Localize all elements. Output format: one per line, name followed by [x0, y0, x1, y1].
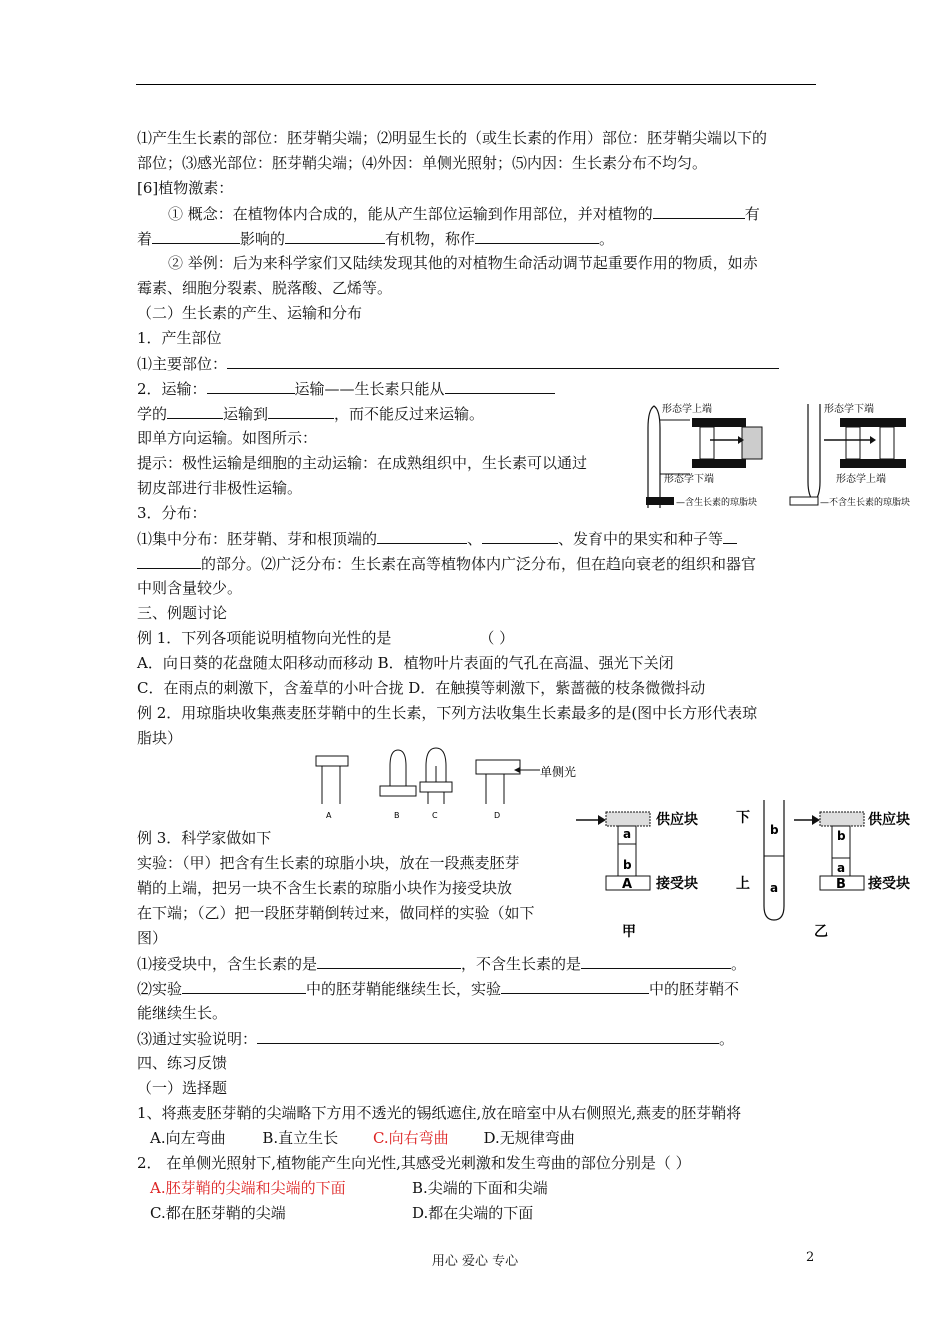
text-line: 中则含量较少。	[137, 579, 243, 597]
text: 运输——生长素只能从	[294, 380, 445, 398]
answer-line-3	[137, 1028, 734, 1049]
blank	[501, 978, 649, 994]
transport-line	[137, 378, 555, 399]
blank	[317, 953, 461, 969]
text: 、	[467, 530, 483, 548]
text: 学的	[137, 405, 168, 423]
text: 中的胚芽鞘不	[649, 980, 740, 998]
receive-label: 接受块	[656, 876, 698, 892]
blank	[482, 528, 558, 544]
text-line: 霉素、细胞分裂素、脱落酸、乙烯等。	[137, 279, 393, 297]
text-line: [6]植物激素：	[137, 179, 234, 197]
segment-b: b	[837, 829, 846, 843]
text-line: 能继续生长。	[137, 1004, 228, 1022]
agar-block	[476, 760, 520, 774]
bottom-label: 形态学下端	[664, 474, 714, 485]
supply-block	[820, 812, 864, 826]
text-line: 1．产生部位	[137, 329, 222, 347]
header-rule	[136, 84, 816, 85]
up-label: 上	[736, 876, 750, 892]
label-a: A	[326, 811, 332, 820]
text-line: ② 举例：后为来科学家们又陆续发现其他的对植物生命活动调节起重要作用的物质，如赤	[168, 254, 758, 272]
block-label-b: B	[836, 877, 846, 892]
text: 运输到	[223, 405, 269, 423]
coleoptile-segment	[846, 427, 860, 459]
answer-line-2	[137, 978, 739, 999]
text-line: 提示：极性运输是细胞的主动运输：在成熟组织中，生长素可以通过	[137, 454, 588, 472]
section-heading: （二）生长素的产生、运输和分布	[137, 304, 363, 322]
tube-b: b	[770, 823, 779, 837]
distribution-line	[137, 528, 737, 549]
coleoptile-segment-dotted	[742, 427, 762, 459]
question-1	[137, 628, 514, 648]
option-d-figure	[476, 760, 576, 820]
main-site-line	[137, 353, 779, 374]
page-number: 2	[806, 1250, 815, 1265]
arrow-head	[598, 815, 606, 825]
agar-block	[692, 459, 746, 468]
legend-swatch-empty	[790, 497, 818, 505]
text-line: 即单方向运输。如图所示：	[137, 429, 318, 447]
light-label: 单侧光	[540, 765, 577, 779]
supply-label: 供应块	[868, 812, 910, 828]
supply-label: 供应块	[656, 812, 698, 828]
subsection-heading: （一）选择题	[137, 1079, 228, 1097]
text: ⑵实验	[137, 980, 183, 998]
arrow-head	[812, 815, 820, 825]
text: ⑴主要部位：	[137, 355, 228, 373]
text: 。	[731, 955, 747, 973]
blank	[167, 403, 223, 419]
text: ⑴接受块中，含生长素的是	[137, 955, 318, 973]
page-footer: 用心 爱心 专心	[431, 1254, 519, 1269]
segment-b: b	[623, 858, 632, 872]
text-line: 鞘的上端，把另一块不含生长素的琼脂小块作为接受块放	[137, 879, 513, 897]
concept-line-2	[137, 228, 614, 249]
section-heading: 四、练习反馈	[137, 1054, 228, 1072]
text: 。	[599, 230, 615, 248]
text-line: 韧皮部进行非极性运输。	[137, 479, 303, 497]
text-line: ⑴产生生长素的部位：胚芽鞘尖端；⑵明显生长的（或生长素的作用）部位：胚芽鞘尖端以下的	[137, 129, 768, 147]
segment-a: a	[837, 861, 846, 875]
text: 的部分。⑵广泛分布：生长素在高等植物体内广泛分布，但在趋向衰老的组织和器官	[201, 555, 757, 573]
text: 有	[744, 205, 760, 223]
down-label: 下	[736, 810, 750, 826]
blank	[581, 953, 731, 969]
blank	[285, 228, 385, 244]
text-line: 部位；⑶感光部位：胚芽鞘尖端；⑷外因：单侧光照射；⑸内因：生长素分布不均匀。	[137, 154, 708, 172]
blank	[137, 553, 201, 569]
text-line: 图）	[137, 929, 168, 947]
blank	[377, 528, 467, 544]
concept-line	[168, 203, 760, 224]
coleoptile-shape	[648, 406, 660, 508]
top-label: 形态学下端	[824, 404, 874, 415]
text: 例 1．下列各项能说明植物向光性的是	[137, 629, 392, 647]
answer-line-1	[137, 953, 746, 974]
text: 着	[137, 230, 153, 248]
receive-label: 接受块	[868, 876, 910, 892]
example3-figure	[576, 796, 916, 944]
text: ① 概念：在植物体内合成的，能从产生部位运输到作用部位，并对植物的	[168, 205, 653, 223]
text-line: 脂块）	[137, 729, 183, 747]
exercise-1-options	[150, 1128, 575, 1148]
legend-swatch-filled	[646, 497, 674, 505]
label-c: C	[432, 811, 438, 820]
question-3: 例 3．科学家做如下	[137, 829, 272, 847]
text: 、发育中的果实和种子等	[558, 530, 724, 548]
agar-block	[316, 756, 348, 766]
text: 2．运输：	[137, 380, 207, 398]
section-heading: 三、例题讨论	[137, 604, 228, 622]
agar-block-with-auxin	[692, 418, 746, 427]
option-c: C.都在胚芽鞘的尖端	[150, 1204, 286, 1222]
label-b: B	[394, 811, 400, 820]
text-line: 在下端；（乙）把一段胚芽鞘倒转过来，做同样的实验（如下	[137, 904, 535, 922]
option-a: A.向左弯曲	[150, 1129, 226, 1147]
blank	[723, 528, 737, 544]
blank	[268, 403, 334, 419]
option-c: C.向右弯曲	[372, 1129, 449, 1147]
agar-block	[840, 418, 906, 427]
text: ⑶通过实验说明：	[137, 1030, 258, 1048]
text: 中的胚芽鞘能继续生长，实验	[306, 980, 502, 998]
tube-a: a	[770, 881, 779, 895]
question-2: 例 2．用琼脂块收集燕麦胚芽鞘中的生长素，下列方法收集生长素最多的是(图中长方形代表琼	[137, 704, 758, 722]
option-line: A．向日葵的花盘随太阳移动而移动 B．植物叶片表面的气孔在高温、强光下关闭	[137, 654, 674, 672]
exercise-2-options-cd	[150, 1203, 533, 1223]
top-label: 形态学上端	[662, 404, 712, 415]
option-c-figure	[420, 748, 452, 820]
blank	[227, 353, 779, 369]
exercise-2: 2． 在单侧光照射下,植物能产生向光性,其感受光刺激和发生弯曲的部位分别是（ ）	[137, 1154, 691, 1172]
blank	[257, 1028, 719, 1044]
option-d: D.都在尖端的下面	[412, 1204, 534, 1222]
legend-with: —含生长素的琼脂块	[676, 498, 758, 508]
arrow-head	[870, 436, 876, 444]
option-b-figure	[380, 750, 416, 820]
coleoptile-shape	[808, 404, 820, 502]
agar-block	[420, 782, 452, 792]
text-line: 实验：（甲）把含有生长素的琼脂小块，放在一段燕麦胚芽	[137, 854, 520, 872]
exercise-1: 1、将燕麦胚芽鞘的尖端略下方用不透光的锡纸遮住,放在暗室中从右侧照光,燕麦的胚芽鞘将	[137, 1104, 742, 1122]
segment-a: a	[623, 827, 632, 841]
exercise-2-options-ab	[150, 1178, 548, 1198]
text: （ ）	[479, 629, 515, 647]
distribution-line-2	[137, 553, 756, 574]
text: 影响的	[240, 230, 286, 248]
blank	[475, 228, 599, 244]
yi-label: 乙	[814, 924, 828, 940]
option-a-figure	[316, 756, 348, 820]
transport-line-2	[137, 403, 484, 424]
option-a: A.胚芽鞘的尖端和尖端的下面	[150, 1179, 346, 1197]
text-line: 3．分布：	[137, 504, 207, 522]
text: ⑴集中分布：胚芽鞘、芽和根顶端的	[137, 530, 378, 548]
transport-figure	[640, 398, 930, 514]
blank	[207, 378, 295, 394]
option-d: D.无规律弯曲	[483, 1129, 575, 1147]
test-tube	[764, 800, 784, 920]
option-b: B.直立生长	[262, 1129, 339, 1147]
bottom-label: 形态学上端	[836, 474, 886, 485]
supply-block	[606, 812, 650, 826]
option-line: C．在雨点的刺激下，含羞草的小叶合拢 D．在触摸等刺激下，紫蔷薇的枝条微微抖动	[137, 679, 706, 697]
agar-block	[380, 786, 416, 796]
block-label-a: A	[622, 877, 633, 892]
coleoptile-segment	[700, 427, 714, 459]
blank	[182, 978, 306, 994]
blank	[152, 228, 240, 244]
blank	[653, 203, 745, 219]
text: 有机物，称作	[385, 230, 476, 248]
label-d: D	[494, 811, 501, 820]
text: ，而不能反过来运输。	[334, 405, 485, 423]
text: ，不含生长素的是	[461, 955, 582, 973]
text: 。	[719, 1030, 735, 1048]
agar-block	[840, 459, 906, 468]
coleoptile-segment	[880, 427, 894, 459]
jia-label: 甲	[622, 924, 636, 940]
option-b: B.尖端的下面和尖端	[412, 1179, 548, 1197]
legend-without: —不含生长素的琼脂块	[820, 498, 911, 508]
blank	[445, 378, 555, 394]
coleoptile-tip	[390, 750, 406, 786]
